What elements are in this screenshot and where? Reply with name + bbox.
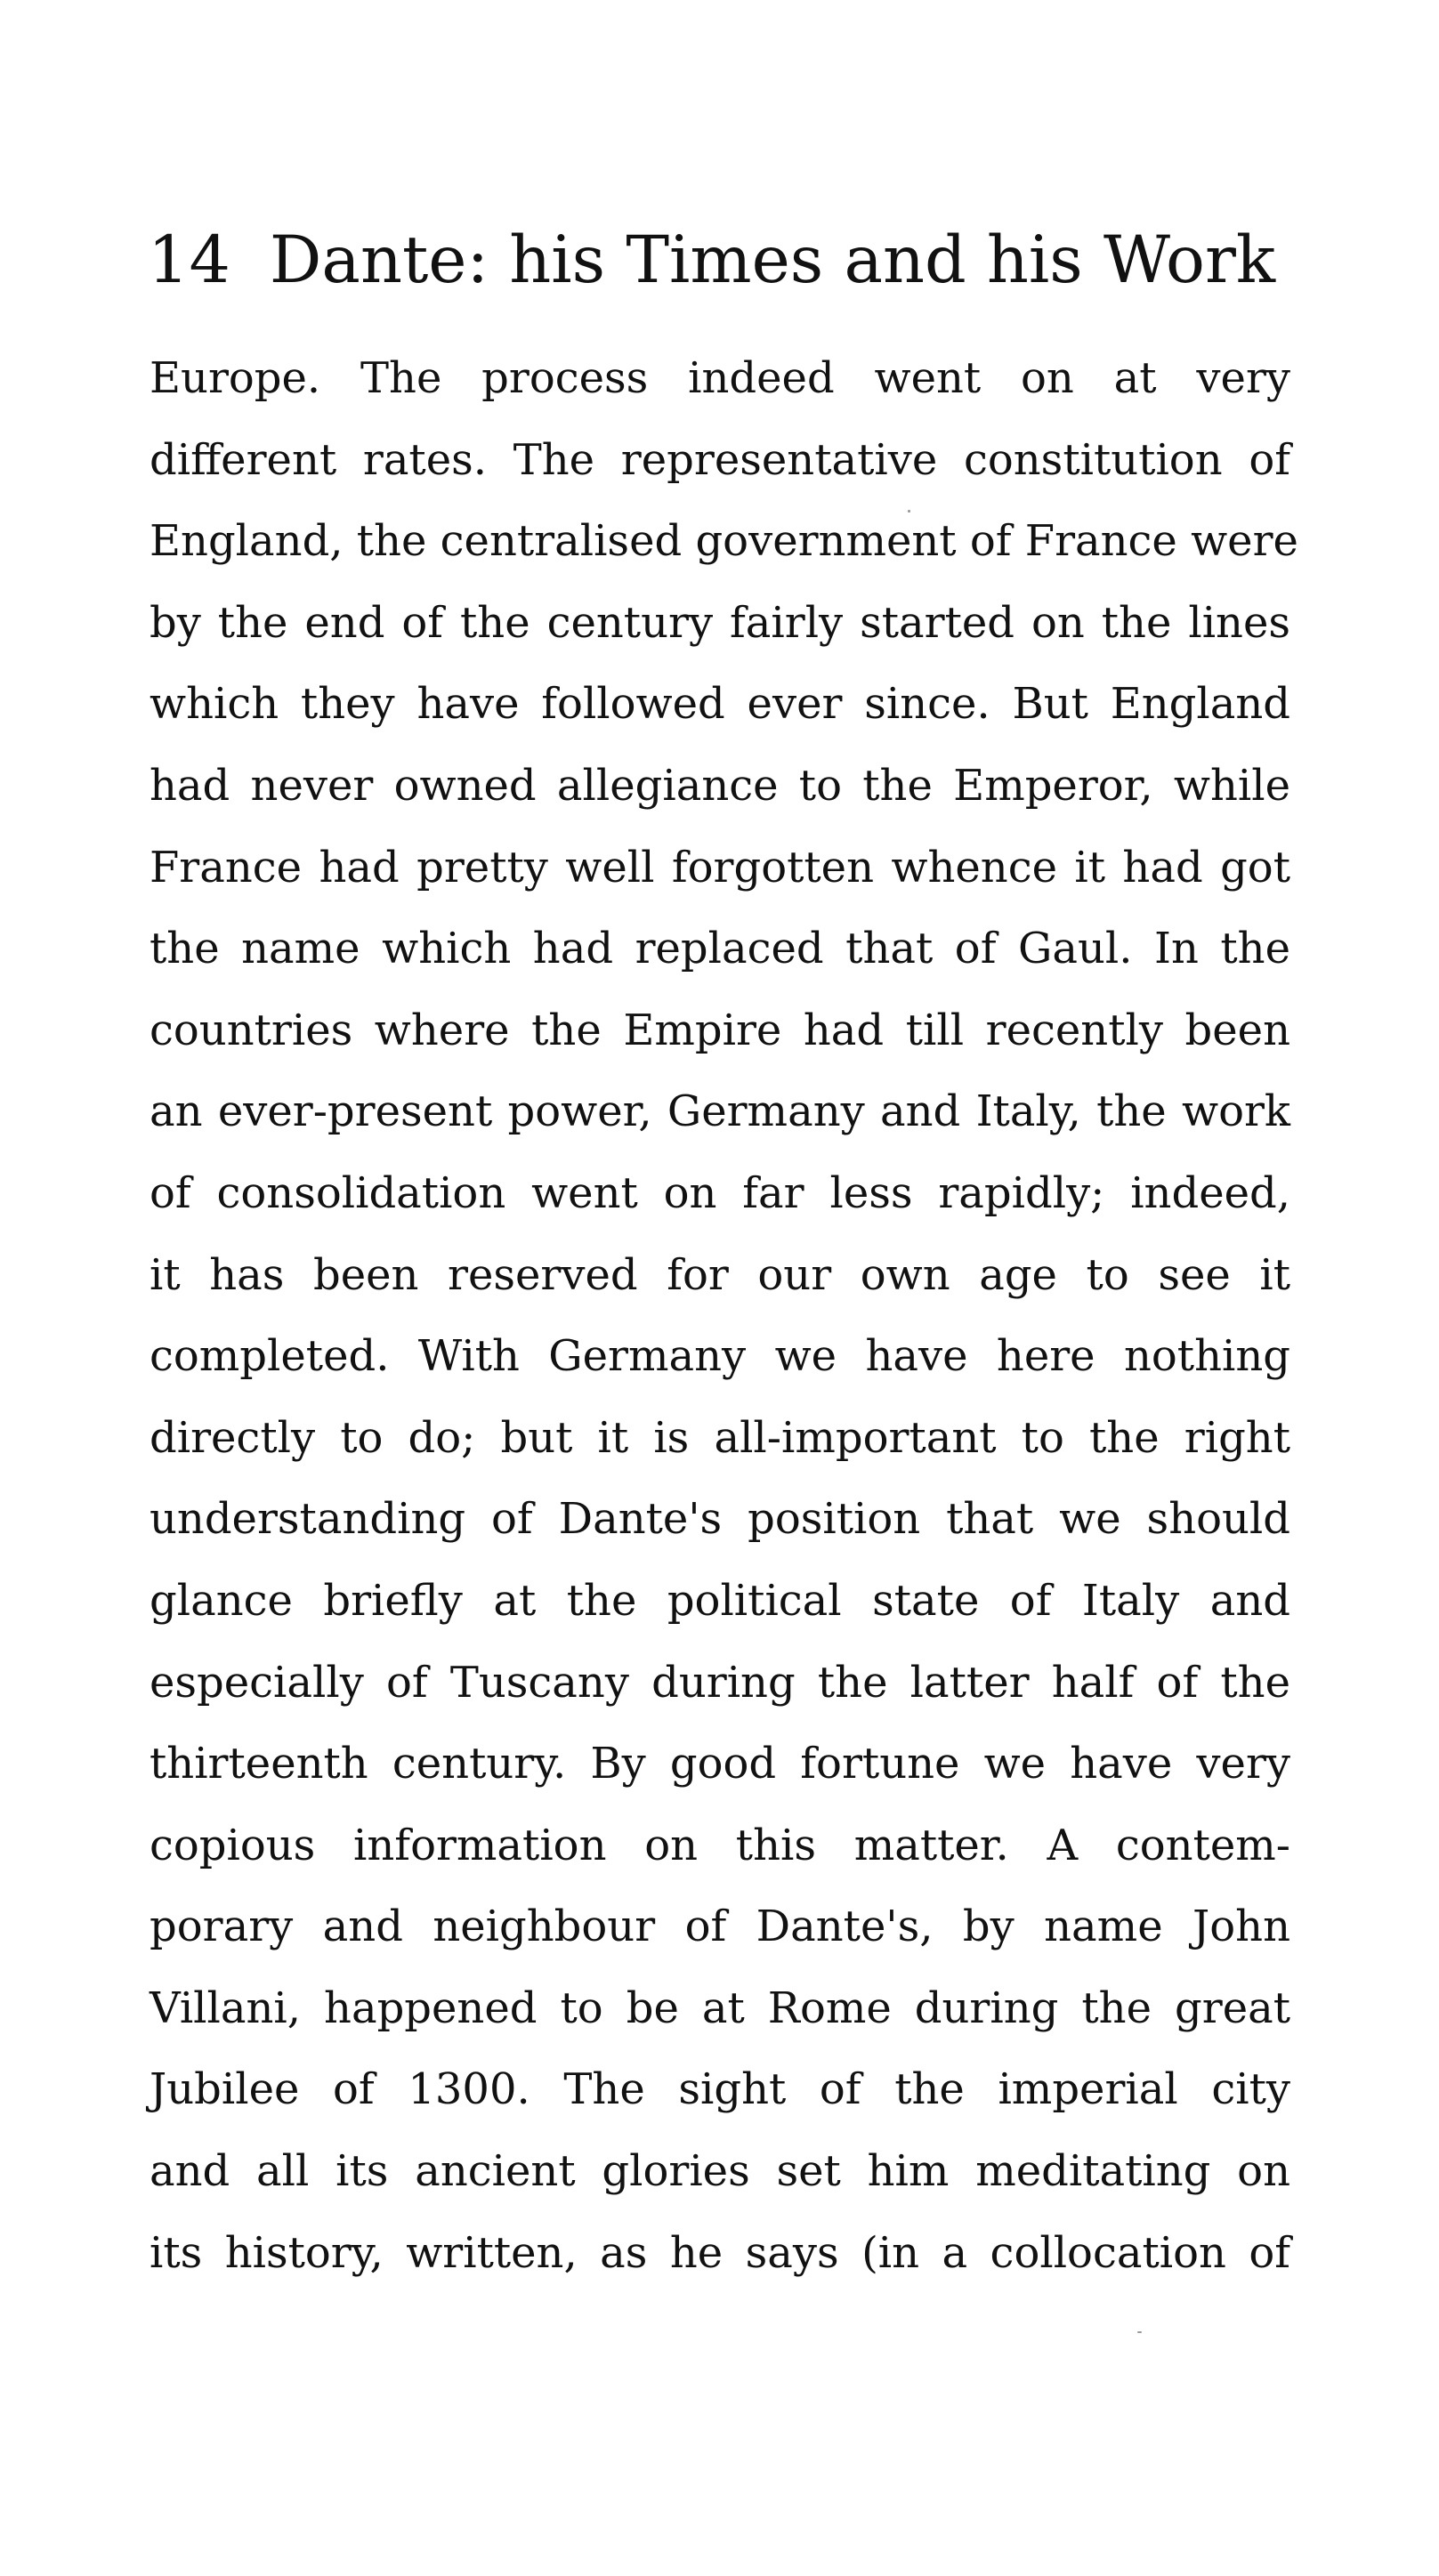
text-line: its history, written, as he says (in a collocation of [150,2227,1290,2278]
text-line: of consolidation went on far less rapidly; indeed, [150,1167,1290,1218]
page-number: 14 [148,222,230,298]
text-line: it has been reserved for our own age to see it [150,1249,1290,1300]
text-line: Jubilee of 1300. The sight of the imperial city [150,2064,1290,2115]
text-line: different rates. The representative constitution of [150,434,1290,485]
text-line: understanding of Dante's position that we should [150,1494,1290,1545]
paper-speck [908,510,910,513]
text-line: by the end of the century fairly started on the lines [150,597,1290,648]
text-line: completed. With Germany we have here nothing [150,1331,1290,1382]
text-line: France had pretty well forgotten whence it had got [150,842,1290,892]
body-paragraph [150,338,1298,2294]
text-line: thirteenth century. By good fortune we have very [150,1739,1290,1789]
text-line: England, the centralised government of France were [150,516,1298,567]
text-line: and all its ancient glories set him meditating on [150,2146,1290,2197]
text-line: an ever-present power, Germany and Italy, the work [150,1086,1290,1137]
text-line: glance briefly at the political state of Italy and [150,1575,1290,1626]
text-line: which they have followed ever since. But England [150,679,1290,730]
running-title: Dante: his Times and his Work [269,222,1276,298]
text-line: directly to do; but it is all-important to the right [150,1412,1290,1463]
text-line: especially of Tuscany during the latter half of the [150,1657,1290,1708]
text-line: Villani, happened to be at Rome during the great [150,1982,1290,2033]
running-head [148,212,1305,310]
paper-speck [1137,2331,1142,2333]
text-line: the name which had replaced that of Gaul. In the [150,924,1290,974]
text-line: porary and neighbour of Dante's, by name John [150,1902,1290,1952]
text-line: countries where the Empire had till recently been [150,1005,1290,1055]
text-line: had never owned allegiance to the Emperor, while [150,760,1290,811]
text-line: Europe. The process indeed went on at very [150,353,1290,403]
text-line: copious information on this matter. A contem- [150,1820,1290,1870]
